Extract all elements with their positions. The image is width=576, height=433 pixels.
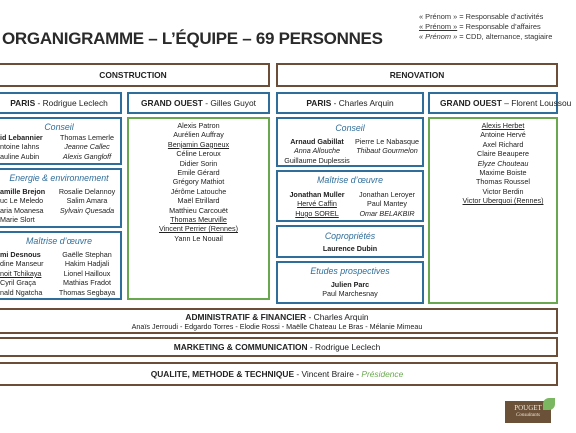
legend-line-3-text: = CDD, alternance, stagiaire xyxy=(457,32,553,41)
person: Grégory Mathiot xyxy=(172,177,225,187)
person: Elyze Chouteau xyxy=(477,158,529,168)
construction-label: CONSTRUCTION xyxy=(99,70,167,80)
renovation-header xyxy=(276,63,558,87)
renovation-conseil-title: Conseil xyxy=(335,123,365,133)
renovation-grand-ouest-header xyxy=(428,92,572,114)
renovation-conseil-box xyxy=(276,117,424,167)
person: nald Ngatcha xyxy=(0,287,43,297)
person: Victor Uberquoi (Rennes) xyxy=(462,196,544,206)
renovation-maitrise-title: Maîtrise d’œuvre xyxy=(317,175,383,185)
renovation-etudes-box xyxy=(276,261,424,304)
legend-line-2-underlined: « Prénom » xyxy=(419,22,458,31)
marketing-box xyxy=(0,337,558,357)
logo-name: POUGET xyxy=(514,404,542,412)
person: Thibaut Gourmelon xyxy=(356,146,418,156)
marketing-label: MARKETING & COMMUNICATION xyxy=(173,342,308,352)
person: Guillaume Duplessis xyxy=(284,155,350,165)
person: Maël Etrillard xyxy=(177,196,220,206)
renovation-paris-header xyxy=(276,92,424,114)
qualite-box xyxy=(0,362,558,386)
construction-header xyxy=(0,63,270,87)
construction-conseil-box xyxy=(0,117,122,165)
construction-grand-ouest-label: GRAND OUEST xyxy=(141,98,203,108)
legend xyxy=(419,12,552,42)
person: Gaëlle Stephan xyxy=(62,250,112,259)
person: uc Le Meledo xyxy=(0,196,44,206)
person: mi Desnous xyxy=(0,250,41,259)
person: Rosalie Delannoy xyxy=(58,187,116,196)
admin-box xyxy=(0,308,558,334)
person: Hervé Caffin xyxy=(297,199,337,209)
legend-line-2-text: = Responsable d’affaires xyxy=(457,22,541,31)
renovation-coproprietes-box xyxy=(276,225,424,258)
person: Cyril Graça xyxy=(0,278,36,288)
person: Alexis Patron xyxy=(177,121,220,130)
person: Yann Le Nouail xyxy=(174,233,223,243)
person: Pierre Le Nabasque xyxy=(355,137,419,146)
person: Alexis Gangloff xyxy=(62,151,112,161)
person: Paul Mantey xyxy=(367,199,407,209)
renovation-label: RENOVATION xyxy=(389,70,445,80)
person: aria Moanesa xyxy=(0,205,44,215)
renovation-paris-manager: - Charles Arquin xyxy=(331,98,394,108)
person: Vincent Perrier (Rennes) xyxy=(159,224,238,234)
legend-line-1: « Prénom » = Responsable d’activités xyxy=(419,12,544,21)
renovation-grand-ouest-manager: – Florent Loussou xyxy=(501,98,572,108)
qualite-role: Présidence xyxy=(361,369,404,379)
person: Hugo SOREL xyxy=(295,208,339,218)
person: id Lebannier xyxy=(0,133,43,142)
admin-manager: - Charles Arquin xyxy=(306,312,369,322)
construction-grand-ouest-box xyxy=(127,117,270,300)
renovation-etudes-title: Etudes prospectives xyxy=(310,266,390,276)
marketing-manager: - Rodrigue Leclech xyxy=(307,342,381,352)
person: Jonathan Muller xyxy=(289,190,345,199)
qualite-label: QUALITE, METHODE & TECHNIQUE xyxy=(150,369,295,379)
construction-energie-title: Energie & environnement xyxy=(9,173,109,183)
renovation-grand-ouest-box xyxy=(428,117,558,304)
person: Thomas Segbaya xyxy=(58,287,116,297)
construction-conseil-title: Conseil xyxy=(44,122,74,132)
person: Marie Slort xyxy=(0,215,35,225)
person: noit Tchikaya xyxy=(0,268,42,278)
construction-paris-header xyxy=(0,92,122,114)
renovation-maitrise-box xyxy=(276,170,424,222)
person: Claire Beaupere xyxy=(477,149,529,159)
construction-maitrise-title: Maîtrise d’œuvre xyxy=(26,236,92,246)
person: Maxime Boiste xyxy=(479,168,527,178)
person: Mathias Fradot xyxy=(63,278,111,288)
construction-paris-label: PARIS xyxy=(10,98,36,108)
construction-grand-ouest-manager: - Gilles Guyot xyxy=(202,98,256,108)
person: Aurélien Auffray xyxy=(173,130,224,140)
person: Victor Berdin xyxy=(482,186,524,196)
renovation-coproprietes-title: Copropriétés xyxy=(324,231,376,241)
page-title: ORGANIGRAMME – L’ÉQUIPE – 69 PERSONNES xyxy=(2,29,383,48)
person: Lionel Hailloux xyxy=(63,268,111,278)
construction-energie-box xyxy=(0,168,122,228)
legend-line-3-italic: « Prénom » xyxy=(419,32,458,41)
admin-people: Anaïs Jerroudi - Edgardo Torres - Elodie Rossi - Maëlle Chateau Le Bras - Mélanie Mimeau xyxy=(131,322,423,331)
admin-label: ADMINISTRATIF & FINANCIER xyxy=(185,312,307,322)
construction-paris-manager: - Rodrigue Leclech xyxy=(35,98,108,108)
person: Matthieu Carcouët xyxy=(169,205,228,215)
person: Céline Leroux xyxy=(176,149,221,159)
qualite-manager: - Vincent Braire - xyxy=(294,369,362,379)
person: amille Brejon xyxy=(0,187,46,196)
person: Thomas Meurville xyxy=(170,215,227,225)
person: Jeanne Callec xyxy=(64,142,110,152)
pouget-logo xyxy=(505,401,551,423)
person: Anna Allouche xyxy=(293,146,341,156)
person: Thomas Roussel xyxy=(476,177,530,187)
person: Alexis Herbet xyxy=(481,121,525,130)
person: Hakim Hadjali xyxy=(64,259,110,269)
logo-sub: Consultants xyxy=(516,413,540,418)
person: Thomas Lemerle xyxy=(60,133,114,142)
renovation-paris-label: PARIS xyxy=(306,98,332,108)
person: Julien Parc xyxy=(330,280,370,289)
person: Jonathan Leroyer xyxy=(359,190,415,199)
construction-maitrise-box xyxy=(0,231,122,300)
person: Paul Marchesnay xyxy=(322,289,378,299)
person: Laurence Dubin xyxy=(322,244,378,253)
person: Antoine Hervé xyxy=(480,130,526,140)
person: Salim Amara xyxy=(66,196,108,206)
person: Benjamin Gagneux xyxy=(167,139,230,149)
person: auline Aubin xyxy=(0,151,40,161)
person: Sylvain Quesada xyxy=(59,205,115,215)
person: Didier Sorin xyxy=(179,158,218,168)
person: Jérôme Latouche xyxy=(170,186,227,196)
person: Axel Richard xyxy=(482,139,524,149)
renovation-grand-ouest-label: GRAND OUEST xyxy=(440,98,502,108)
leaf-icon xyxy=(543,398,555,410)
construction-grand-ouest-header xyxy=(127,92,270,114)
person: Arnaud Gabillat xyxy=(290,137,344,146)
person: Emile Gérard xyxy=(177,168,220,178)
person: ntoine Iahns xyxy=(0,142,40,152)
person: dine Manseur xyxy=(0,259,44,269)
person: Omar BELAKBIR xyxy=(359,208,415,218)
